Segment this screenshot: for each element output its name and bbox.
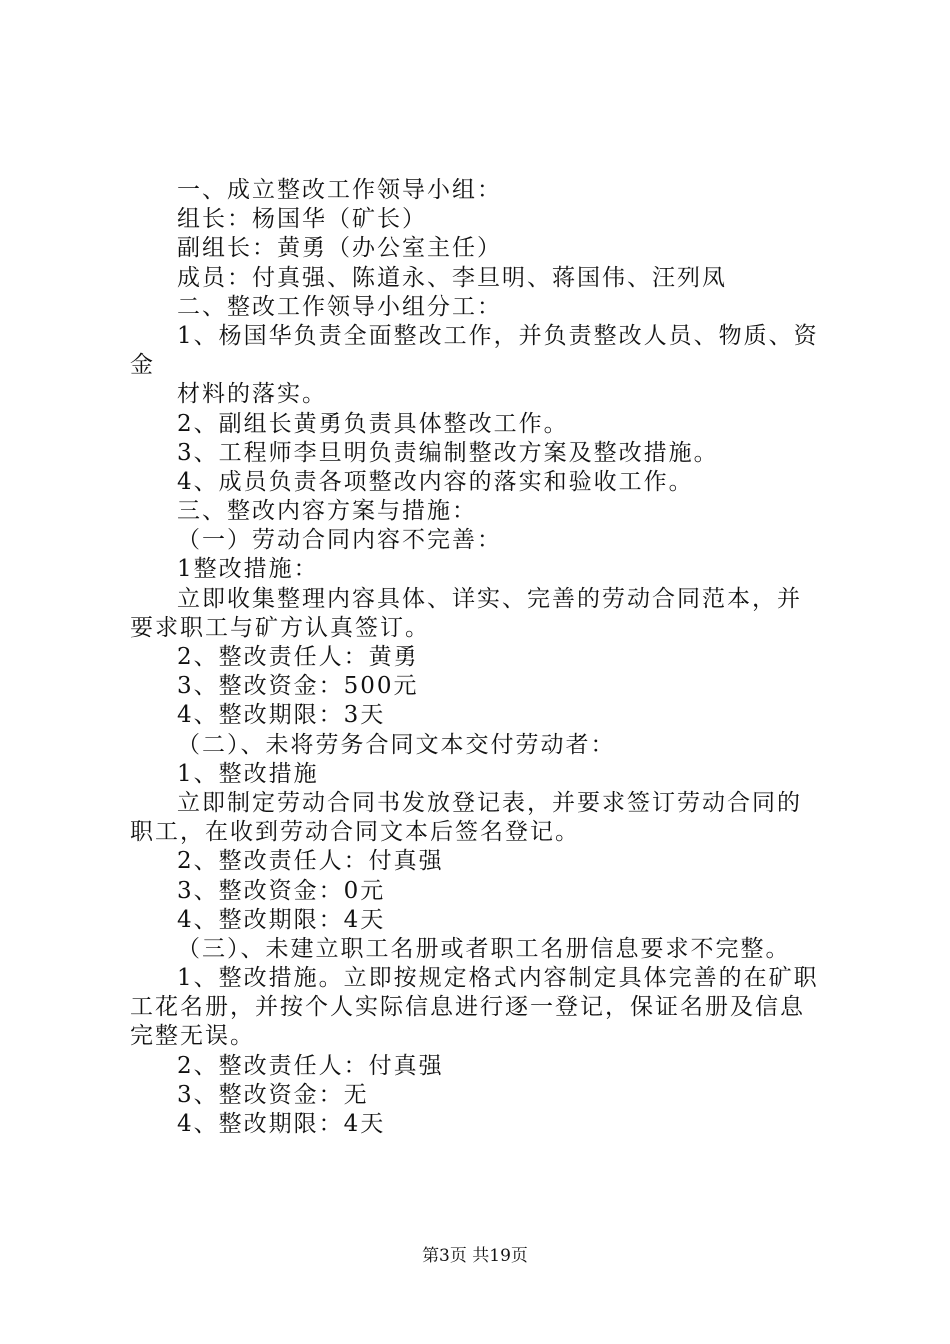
text-line: 4、成员负责各项整改内容的落实和验收工作。	[177, 468, 694, 495]
subsection-heading: （三）、未建立职工名册或者职工名册信息要求不完整。	[177, 935, 791, 962]
text-line: 2、整改责任人：付真强	[177, 1052, 444, 1079]
section-heading: 三、整改内容方案与措施：	[177, 498, 477, 525]
text-line: 材料的落实。	[177, 381, 327, 408]
text-line: 副组长：黄勇（办公室主任）	[177, 235, 502, 262]
text-line: 4、整改期限：4天	[177, 1111, 386, 1137]
text-line: 2、整改责任人：付真强	[177, 848, 444, 875]
section-heading: 二、整改工作领导小组分工：	[177, 293, 502, 320]
text-line: 要求职工与矿方认真签订。	[130, 614, 430, 641]
text-line: 立即收集整理内容具体、详实、完善的劳动合同范本，并	[177, 585, 802, 612]
text-line: 立即制定劳动合同书发放登记表，并要求签订劳动合同的	[177, 789, 802, 816]
text-line: 完整无误。	[130, 1023, 255, 1050]
text-line: 1、整改措施。立即按规定格式内容制定具体完善的在矿职	[177, 965, 819, 992]
text-line: 1、整改措施	[177, 760, 319, 787]
text-line: 2、整改责任人：黄勇	[177, 644, 419, 670]
subsection-heading: （二）、未将劳务合同文本交付劳动者：	[177, 731, 616, 758]
document-body	[130, 176, 830, 1139]
text-line: 1整改措施：	[177, 556, 319, 583]
text-line: 1、杨国华负责全面整改工作，并负责整改人员、物质、资	[177, 322, 819, 349]
text-line: 3、工程师李旦明负责编制整改方案及整改措施。	[177, 439, 719, 466]
text-line: 组长：杨国华（矿长）	[177, 206, 427, 233]
section-heading: 一、成立整改工作领导小组：	[177, 177, 502, 203]
text-line: 成员：付真强、陈道永、李旦明、蒋国伟、汪列凤	[177, 264, 727, 291]
text-line: 4、整改期限：3天	[177, 702, 386, 729]
text-line: 工花名册，并按个人实际信息进行逐一登记，保证名册及信息	[130, 994, 805, 1021]
subsection-heading: （一）劳动合同内容不完善：	[177, 527, 502, 554]
text-line: 职工，在收到劳动合同文本后签名登记。	[130, 819, 580, 846]
text-line: 金	[130, 352, 155, 379]
page-number-footer: 第3页 共19页	[422, 1246, 528, 1266]
text-line: 4、整改期限：4天	[177, 906, 386, 933]
text-line: 3、整改资金：无	[177, 1081, 369, 1108]
text-line: 3、整改资金：500元	[177, 673, 419, 700]
text-line: 3、整改资金：0元	[177, 877, 386, 904]
text-line: 2、副组长黄勇负责具体整改工作。	[177, 410, 569, 437]
